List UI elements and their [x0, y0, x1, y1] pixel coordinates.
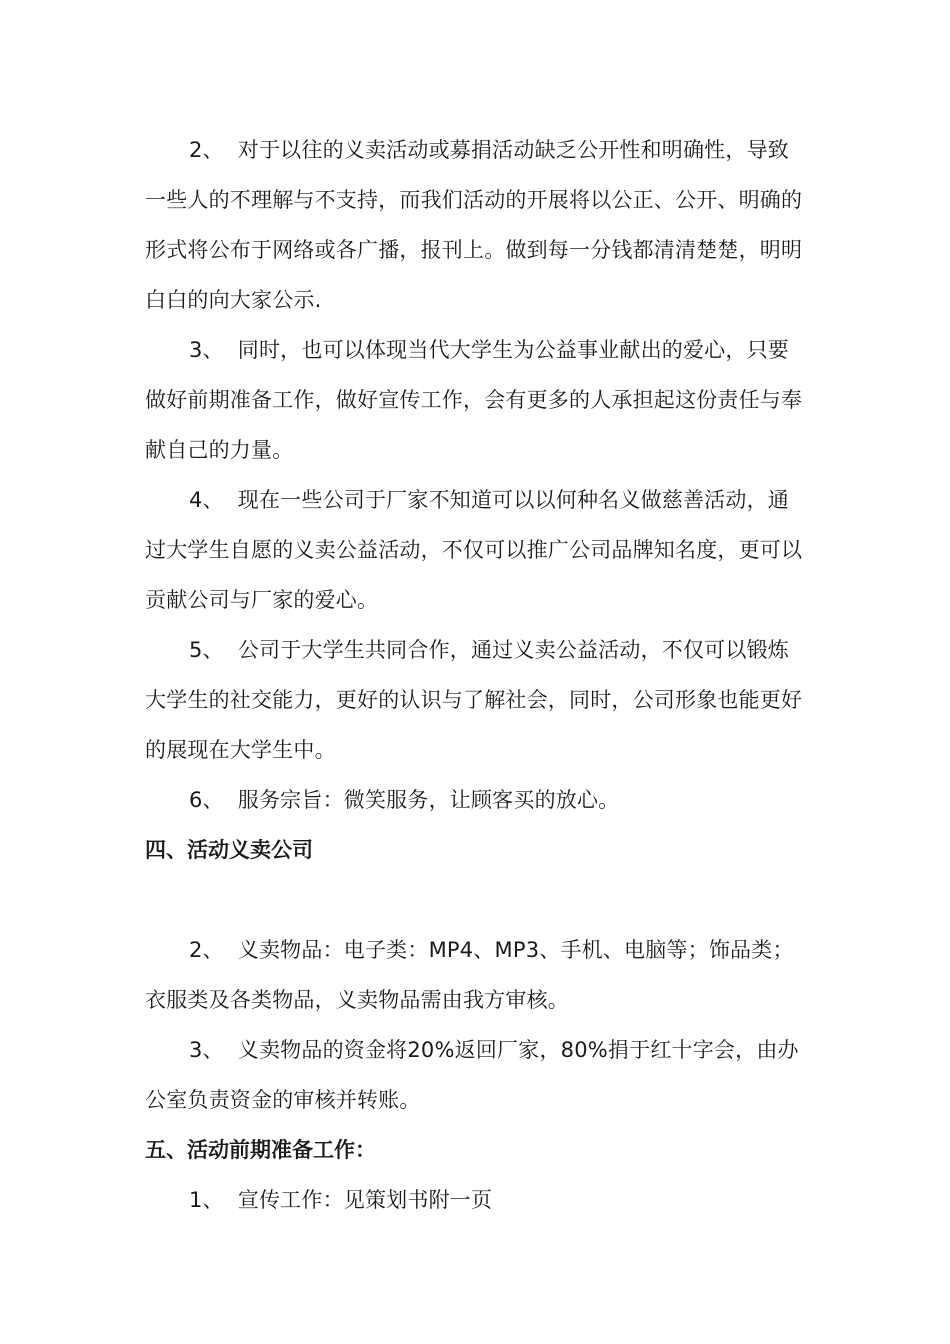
item-text: 现在一些公司于厂家不知道可以以何种名义做慈善活动，通过大学生自愿的义卖公益活动，不仅可以推广公司品牌知名度，更可以贡献公司与厂家的爱心。	[145, 488, 803, 612]
item-number: 2、	[189, 138, 224, 162]
paragraph-item-3	[145, 325, 810, 475]
paragraph-item-6	[145, 775, 810, 825]
item-text: 义卖物品：电子类：MP4、MP3、手机、电脑等；饰品类；衣服类及各类物品，义卖物品需由我方审核。	[145, 938, 794, 1012]
item-text: 同时，也可以体现当代大学生为公益事业献出的爱心，只要做好前期准备工作，做好宣传工作，会有更多的人承担起这份责任与奉献自己的力量。	[145, 338, 803, 462]
section-heading-4: 四、活动义卖公司	[145, 838, 313, 862]
item-number: 1、	[189, 1188, 224, 1212]
section4-item-2	[145, 925, 810, 1025]
paragraph-item-4	[145, 475, 810, 625]
item-text: 对于以往的义卖活动或募捐活动缺乏公开性和明确性，导致一些人的不理解与不支持，而我们活动的开展将以公正、公开、明确的形式将公布于网络或各广播，报刊上。做到每一分钱都清清楚楚，明明白白的向大家公示.	[145, 138, 803, 312]
item-number: 3、	[189, 1038, 224, 1062]
item-number: 3、	[189, 338, 224, 362]
section4-item-3	[145, 1025, 810, 1125]
item-text: 义卖物品的资金将20%返回厂家，80%捐于红十字会，由办公室负责资金的审核并转账。	[145, 1038, 799, 1112]
item-number: 6、	[189, 788, 224, 812]
document-body	[145, 125, 810, 1225]
item-text: 宣传工作：见策划书附一页	[237, 1188, 493, 1212]
paragraph-item-5	[145, 625, 810, 775]
blank-line	[145, 875, 810, 925]
paragraph-item-2	[145, 125, 810, 325]
item-text: 公司于大学生共同合作，通过义卖公益活动，不仅可以锻炼大学生的社交能力，更好的认识与了解社会，同时，公司形象也能更好的展现在大学生中。	[145, 638, 803, 762]
item-number: 2、	[189, 938, 224, 962]
section5-item-1	[145, 1175, 810, 1225]
item-number: 4、	[189, 488, 224, 512]
item-number: 5、	[189, 638, 224, 662]
item-text: 服务宗旨：微笑服务，让顾客买的放心。	[237, 788, 620, 812]
section-heading-5: 五、活动前期准备工作：	[145, 1138, 376, 1162]
